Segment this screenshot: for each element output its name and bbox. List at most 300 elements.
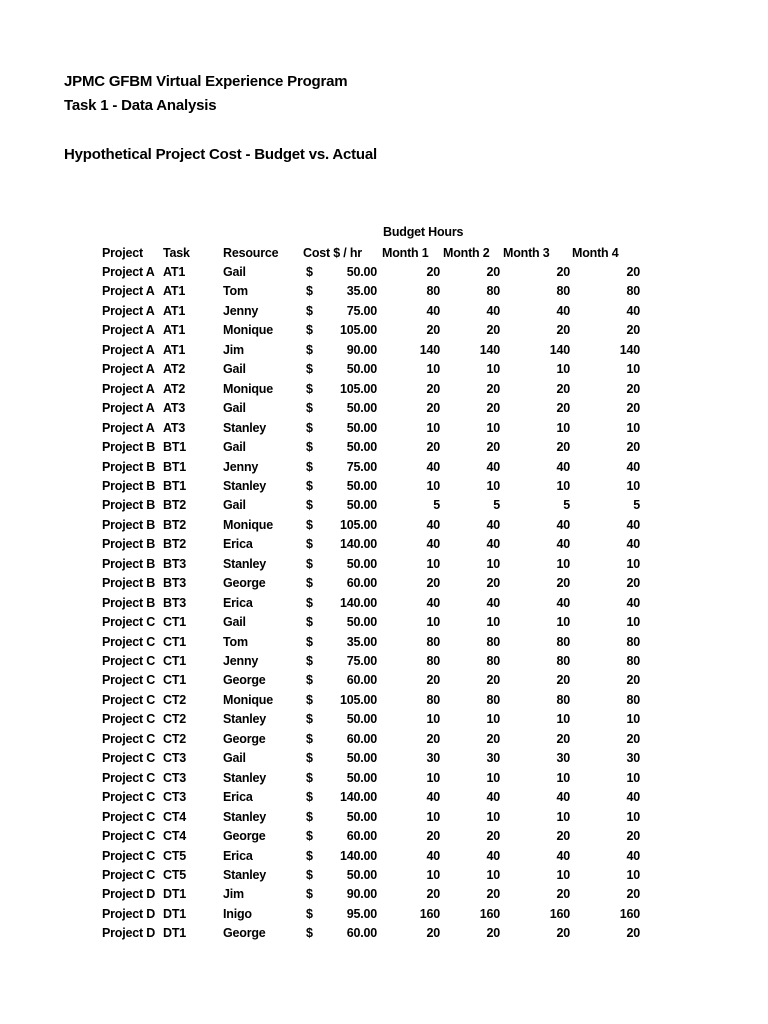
budget-hours-group-label: Budget Hours [383, 225, 464, 239]
cell-month-4: 160 [619, 907, 640, 921]
cell-currency-symbol: $ [306, 887, 313, 901]
cell-resource: Gail [223, 362, 246, 376]
cell-month-1: 10 [426, 615, 440, 629]
cell-resource: Gail [223, 751, 246, 765]
cell-month-3: 40 [556, 849, 570, 863]
cell-month-1: 10 [426, 771, 440, 785]
cell-project: Project C [102, 829, 156, 843]
cell-cost: 50.00 [346, 868, 377, 882]
table-row [0, 574, 768, 593]
cell-month-1: 10 [426, 810, 440, 824]
cell-month-4: 40 [626, 849, 640, 863]
cell-resource: Stanley [223, 771, 267, 785]
cell-resource: George [223, 829, 266, 843]
table-row [0, 613, 768, 632]
cell-project: Project C [102, 673, 156, 687]
cell-task: BT1 [163, 479, 187, 493]
cell-month-1: 5 [433, 498, 440, 512]
cell-month-3: 40 [556, 537, 570, 551]
cell-month-4: 20 [626, 926, 640, 940]
cell-task: CT2 [163, 712, 187, 726]
cell-month-3: 40 [556, 518, 570, 532]
cell-month-1: 10 [426, 868, 440, 882]
cell-project: Project B [102, 537, 156, 551]
table-row [0, 419, 768, 438]
cell-month-1: 10 [426, 421, 440, 435]
cell-month-2: 160 [479, 907, 500, 921]
cell-cost: 75.00 [346, 304, 377, 318]
table-row [0, 769, 768, 788]
cell-month-4: 20 [626, 576, 640, 590]
cell-project: Project D [102, 926, 156, 940]
cell-month-2: 10 [486, 771, 500, 785]
header-month-1: Month 1 [382, 246, 429, 260]
cell-task: BT1 [163, 440, 187, 454]
cell-currency-symbol: $ [306, 284, 313, 298]
cell-cost: 140.00 [339, 790, 377, 804]
cell-task: CT1 [163, 654, 187, 668]
cell-resource: Stanley [223, 479, 267, 493]
cell-project: Project A [102, 304, 155, 318]
cell-month-3: 10 [556, 771, 570, 785]
table-row [0, 380, 768, 399]
table-row [0, 905, 768, 924]
cell-month-3: 20 [556, 323, 570, 337]
cell-cost: 35.00 [346, 284, 377, 298]
cell-currency-symbol: $ [306, 537, 313, 551]
cell-month-4: 40 [626, 460, 640, 474]
cell-month-4: 20 [626, 382, 640, 396]
cell-task: CT2 [163, 693, 187, 707]
cell-resource: Monique [223, 323, 273, 337]
cell-resource: Tom [223, 635, 248, 649]
table-row [0, 671, 768, 690]
cell-cost: 50.00 [346, 810, 377, 824]
cell-month-2: 10 [486, 712, 500, 726]
cell-month-2: 80 [486, 654, 500, 668]
cell-month-1: 80 [426, 284, 440, 298]
table-row [0, 691, 768, 710]
cell-month-3: 10 [556, 810, 570, 824]
cell-month-1: 20 [426, 887, 440, 901]
cell-month-1: 40 [426, 849, 440, 863]
cell-month-2: 80 [486, 635, 500, 649]
cell-month-3: 20 [556, 926, 570, 940]
cell-month-1: 80 [426, 635, 440, 649]
cell-project: Project C [102, 771, 156, 785]
table-row [0, 652, 768, 671]
cell-month-4: 10 [626, 421, 640, 435]
cell-currency-symbol: $ [306, 576, 313, 590]
cell-month-4: 10 [626, 810, 640, 824]
table-row [0, 282, 768, 301]
cell-month-2: 20 [486, 732, 500, 746]
cell-resource: Erica [223, 596, 253, 610]
cell-task: AT1 [163, 304, 186, 318]
cell-month-2: 10 [486, 421, 500, 435]
cell-month-2: 140 [479, 343, 500, 357]
cell-currency-symbol: $ [306, 518, 313, 532]
cell-project: Project C [102, 654, 156, 668]
cell-resource: Stanley [223, 810, 267, 824]
cell-task: BT2 [163, 498, 187, 512]
cell-resource: Stanley [223, 421, 267, 435]
cell-currency-symbol: $ [306, 673, 313, 687]
cell-month-3: 10 [556, 421, 570, 435]
cell-currency-symbol: $ [306, 343, 313, 357]
cell-month-3: 20 [556, 673, 570, 687]
cell-task: AT2 [163, 382, 186, 396]
cell-currency-symbol: $ [306, 304, 313, 318]
cell-currency-symbol: $ [306, 829, 313, 843]
cell-cost: 50.00 [346, 712, 377, 726]
cell-month-4: 10 [626, 615, 640, 629]
table-row [0, 496, 768, 515]
cell-task: BT2 [163, 518, 187, 532]
cell-cost: 50.00 [346, 440, 377, 454]
cell-resource: Gail [223, 615, 246, 629]
cell-month-4: 20 [626, 265, 640, 279]
cell-cost: 105.00 [339, 518, 377, 532]
cell-cost: 50.00 [346, 421, 377, 435]
cell-month-1: 40 [426, 460, 440, 474]
cell-resource: Jenny [223, 460, 259, 474]
cell-currency-symbol: $ [306, 654, 313, 668]
cell-month-2: 10 [486, 362, 500, 376]
cell-currency-symbol: $ [306, 771, 313, 785]
cell-month-3: 140 [549, 343, 570, 357]
cell-month-2: 40 [486, 849, 500, 863]
cell-task: CT2 [163, 732, 187, 746]
cell-month-4: 80 [626, 693, 640, 707]
cell-month-3: 20 [556, 576, 570, 590]
document-subtitle: Task 1 - Data Analysis [64, 97, 217, 114]
cell-currency-symbol: $ [306, 421, 313, 435]
cell-project: Project C [102, 868, 156, 882]
cell-currency-symbol: $ [306, 907, 313, 921]
cell-month-3: 40 [556, 596, 570, 610]
table-row [0, 808, 768, 827]
cell-month-1: 40 [426, 537, 440, 551]
cell-task: CT3 [163, 751, 187, 765]
cell-month-4: 20 [626, 732, 640, 746]
cell-currency-symbol: $ [306, 810, 313, 824]
cell-month-2: 40 [486, 518, 500, 532]
cell-month-3: 10 [556, 479, 570, 493]
cell-cost: 95.00 [346, 907, 377, 921]
cell-month-4: 40 [626, 596, 640, 610]
cell-cost: 105.00 [339, 323, 377, 337]
cell-month-3: 40 [556, 790, 570, 804]
cell-month-2: 30 [486, 751, 500, 765]
cell-task: CT3 [163, 771, 187, 785]
header-project: Project [102, 246, 143, 260]
cell-month-2: 80 [486, 693, 500, 707]
cell-cost: 50.00 [346, 479, 377, 493]
cell-month-3: 10 [556, 362, 570, 376]
cell-task: CT3 [163, 790, 187, 804]
cell-project: Project A [102, 421, 155, 435]
cell-month-3: 80 [556, 654, 570, 668]
cell-resource: Gail [223, 498, 246, 512]
cell-resource: Monique [223, 693, 273, 707]
cell-project: Project C [102, 732, 156, 746]
cell-currency-symbol: $ [306, 751, 313, 765]
cell-month-4: 40 [626, 518, 640, 532]
cell-cost: 140.00 [339, 849, 377, 863]
cell-month-1: 10 [426, 362, 440, 376]
cell-resource: Monique [223, 382, 273, 396]
table-row [0, 827, 768, 846]
cell-month-3: 10 [556, 615, 570, 629]
cell-project: Project C [102, 849, 156, 863]
table-row [0, 321, 768, 340]
document-title: JPMC GFBM Virtual Experience Program [64, 73, 348, 90]
cell-month-4: 20 [626, 887, 640, 901]
cell-project: Project A [102, 362, 155, 376]
table-row [0, 730, 768, 749]
cell-resource: Jenny [223, 304, 259, 318]
cell-month-4: 80 [626, 635, 640, 649]
cell-month-1: 20 [426, 926, 440, 940]
cell-resource: Erica [223, 790, 253, 804]
cell-resource: Jim [223, 343, 244, 357]
cell-month-1: 80 [426, 654, 440, 668]
cell-currency-symbol: $ [306, 557, 313, 571]
table-row [0, 866, 768, 885]
cell-cost: 90.00 [346, 887, 377, 901]
cell-currency-symbol: $ [306, 693, 313, 707]
cell-currency-symbol: $ [306, 401, 313, 415]
cell-month-1: 80 [426, 693, 440, 707]
table-row [0, 302, 768, 321]
cell-task: AT1 [163, 343, 186, 357]
cell-currency-symbol: $ [306, 868, 313, 882]
cell-month-3: 80 [556, 693, 570, 707]
table-row [0, 885, 768, 904]
cell-month-2: 40 [486, 596, 500, 610]
cell-task: CT5 [163, 868, 187, 882]
cell-month-4: 10 [626, 557, 640, 571]
cell-month-4: 20 [626, 829, 640, 843]
cell-resource: Jenny [223, 654, 259, 668]
cell-month-3: 20 [556, 887, 570, 901]
cell-currency-symbol: $ [306, 712, 313, 726]
cell-month-2: 10 [486, 557, 500, 571]
cell-cost: 50.00 [346, 751, 377, 765]
cell-currency-symbol: $ [306, 926, 313, 940]
table-row [0, 360, 768, 379]
cell-cost: 50.00 [346, 771, 377, 785]
cell-resource: Gail [223, 401, 246, 415]
cell-project: Project A [102, 343, 155, 357]
cell-month-1: 40 [426, 596, 440, 610]
cell-currency-symbol: $ [306, 498, 313, 512]
header-month-4: Month 4 [572, 246, 619, 260]
cell-resource: George [223, 673, 266, 687]
cell-month-1: 30 [426, 751, 440, 765]
cell-cost: 50.00 [346, 362, 377, 376]
cell-month-4: 80 [626, 654, 640, 668]
cell-task: AT2 [163, 362, 186, 376]
cell-currency-symbol: $ [306, 265, 313, 279]
cell-task: AT3 [163, 421, 186, 435]
cell-cost: 75.00 [346, 654, 377, 668]
table-row [0, 535, 768, 554]
cell-cost: 140.00 [339, 596, 377, 610]
cell-project: Project A [102, 323, 155, 337]
table-row [0, 594, 768, 613]
cell-task: CT5 [163, 849, 187, 863]
cell-project: Project C [102, 635, 156, 649]
header-cost: Cost $ / hr [303, 246, 362, 260]
table-row [0, 263, 768, 282]
cell-month-4: 140 [619, 343, 640, 357]
cell-cost: 50.00 [346, 265, 377, 279]
cell-cost: 50.00 [346, 401, 377, 415]
cell-task: BT3 [163, 576, 187, 590]
cell-cost: 50.00 [346, 615, 377, 629]
cell-project: Project C [102, 712, 156, 726]
cell-task: AT1 [163, 323, 186, 337]
cell-month-3: 5 [563, 498, 570, 512]
cell-month-2: 10 [486, 615, 500, 629]
cell-resource: Gail [223, 265, 246, 279]
cell-project: Project C [102, 615, 156, 629]
cell-month-3: 40 [556, 304, 570, 318]
table-row [0, 399, 768, 418]
cell-month-1: 20 [426, 401, 440, 415]
cell-month-3: 40 [556, 460, 570, 474]
table-row [0, 555, 768, 574]
cell-resource: Inigo [223, 907, 252, 921]
cell-month-3: 10 [556, 557, 570, 571]
cell-project: Project D [102, 907, 156, 921]
cell-month-3: 20 [556, 829, 570, 843]
cell-month-2: 40 [486, 460, 500, 474]
cell-month-4: 5 [633, 498, 640, 512]
cell-month-4: 10 [626, 771, 640, 785]
cell-task: DT1 [163, 926, 187, 940]
cell-month-2: 10 [486, 810, 500, 824]
cell-month-3: 160 [549, 907, 570, 921]
cell-project: Project A [102, 382, 155, 396]
header-month-2: Month 2 [443, 246, 490, 260]
cell-month-2: 40 [486, 304, 500, 318]
cell-currency-symbol: $ [306, 635, 313, 649]
cell-cost: 60.00 [346, 732, 377, 746]
header-month-3: Month 3 [503, 246, 550, 260]
cell-month-3: 10 [556, 712, 570, 726]
cell-project: Project B [102, 596, 156, 610]
cell-resource: Stanley [223, 712, 267, 726]
cell-month-1: 140 [419, 343, 440, 357]
cell-cost: 60.00 [346, 576, 377, 590]
cell-resource: Monique [223, 518, 273, 532]
cell-month-3: 20 [556, 382, 570, 396]
cell-month-3: 20 [556, 732, 570, 746]
cell-task: AT1 [163, 284, 186, 298]
cell-month-3: 10 [556, 868, 570, 882]
cell-month-2: 20 [486, 829, 500, 843]
cell-month-4: 20 [626, 323, 640, 337]
cell-task: CT1 [163, 673, 187, 687]
cell-currency-symbol: $ [306, 615, 313, 629]
cell-month-2: 80 [486, 284, 500, 298]
cell-month-4: 40 [626, 304, 640, 318]
cell-project: Project B [102, 557, 156, 571]
table-row [0, 924, 768, 943]
cell-currency-symbol: $ [306, 323, 313, 337]
table-row [0, 710, 768, 729]
table-row [0, 788, 768, 807]
cell-task: CT4 [163, 829, 187, 843]
table-row [0, 516, 768, 535]
cell-task: BT1 [163, 460, 187, 474]
cell-month-2: 20 [486, 576, 500, 590]
cell-cost: 60.00 [346, 829, 377, 843]
cell-currency-symbol: $ [306, 362, 313, 376]
cell-currency-symbol: $ [306, 460, 313, 474]
cell-task: DT1 [163, 907, 187, 921]
cell-month-4: 40 [626, 790, 640, 804]
cell-month-2: 20 [486, 401, 500, 415]
cell-project: Project C [102, 790, 156, 804]
cell-task: BT3 [163, 596, 187, 610]
cell-resource: George [223, 732, 266, 746]
cell-project: Project C [102, 810, 156, 824]
table-header-row [0, 244, 768, 263]
cell-month-1: 10 [426, 479, 440, 493]
cell-month-2: 20 [486, 323, 500, 337]
cell-month-1: 20 [426, 576, 440, 590]
cell-project: Project B [102, 440, 156, 454]
cell-currency-symbol: $ [306, 790, 313, 804]
cell-project: Project A [102, 284, 155, 298]
table-row [0, 341, 768, 360]
cell-month-2: 20 [486, 673, 500, 687]
cell-month-1: 20 [426, 440, 440, 454]
cell-month-4: 40 [626, 537, 640, 551]
cell-month-2: 20 [486, 440, 500, 454]
cell-cost: 75.00 [346, 460, 377, 474]
cell-cost: 140.00 [339, 537, 377, 551]
cell-resource: Erica [223, 849, 253, 863]
cell-cost: 35.00 [346, 635, 377, 649]
cell-task: CT1 [163, 615, 187, 629]
cell-month-4: 10 [626, 479, 640, 493]
cell-month-2: 10 [486, 479, 500, 493]
cell-resource: Stanley [223, 557, 267, 571]
cell-month-3: 30 [556, 751, 570, 765]
cell-project: Project B [102, 460, 156, 474]
cell-month-2: 40 [486, 537, 500, 551]
cell-project: Project B [102, 479, 156, 493]
cell-month-1: 20 [426, 829, 440, 843]
cell-month-4: 20 [626, 440, 640, 454]
cell-resource: Tom [223, 284, 248, 298]
cell-month-4: 20 [626, 673, 640, 687]
cell-cost: 105.00 [339, 693, 377, 707]
cell-month-2: 40 [486, 790, 500, 804]
cell-month-1: 20 [426, 382, 440, 396]
cell-project: Project B [102, 576, 156, 590]
cell-project: Project A [102, 265, 155, 279]
cell-month-2: 10 [486, 868, 500, 882]
cell-month-1: 40 [426, 518, 440, 532]
cell-month-1: 20 [426, 732, 440, 746]
cell-cost: 90.00 [346, 343, 377, 357]
